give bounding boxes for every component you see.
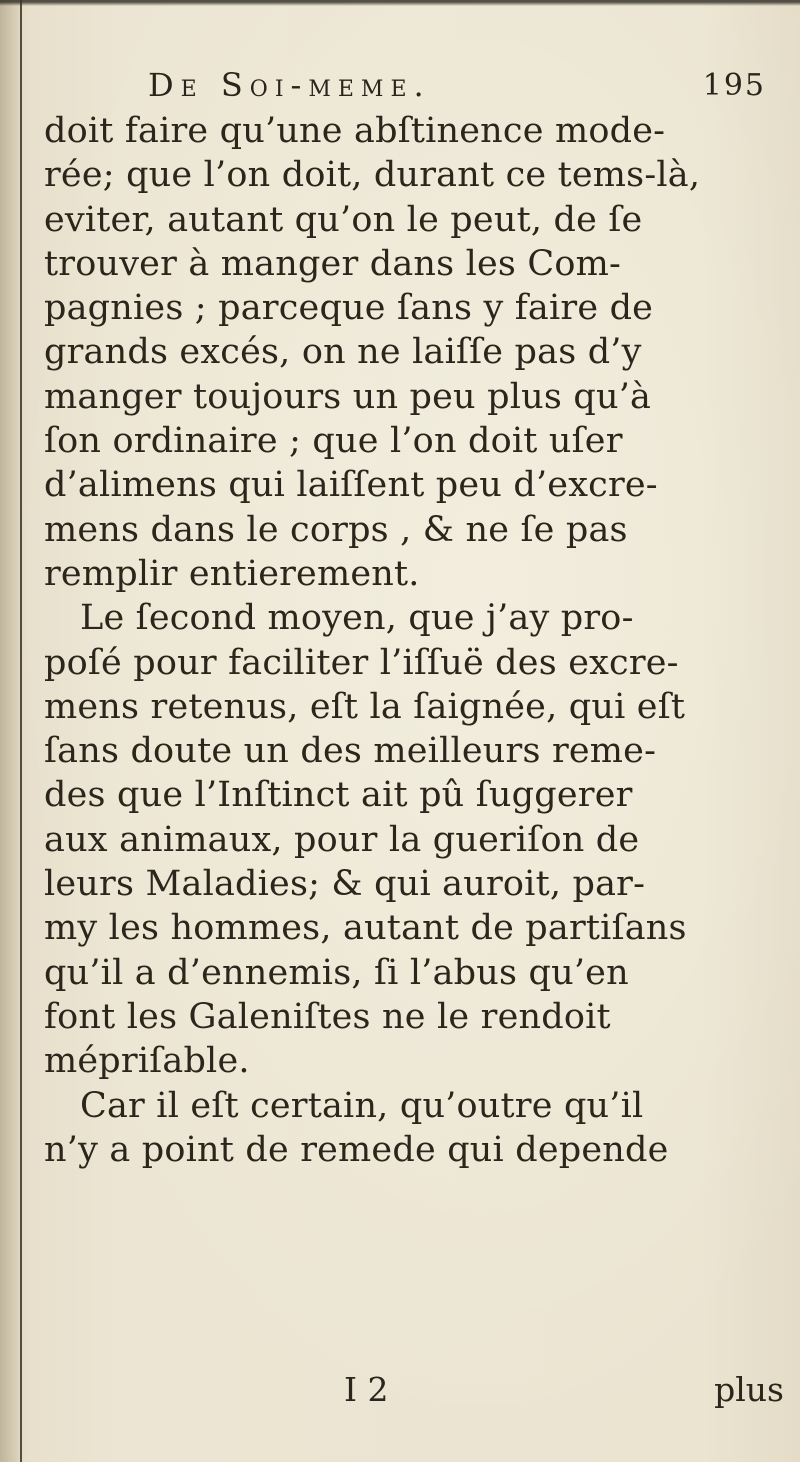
text-line: my les hommes, autant de partiſans (44, 908, 687, 949)
page-top-edge (0, 0, 800, 6)
catchword: plus (714, 1370, 784, 1409)
paragraph-start-line: Car il eſt certain, qu’outre qu’il (80, 1085, 644, 1126)
text-line: font les Galeniſtes ne le rendoit (44, 996, 611, 1037)
text-line: poſé pour faciliter l’iſſuë des excre- (44, 642, 679, 683)
text-line: trouver à manger dans les Com- (44, 243, 622, 284)
text-line: grands excés, on ne laiſſe pas d’y (44, 332, 642, 373)
text-line: qu’il a d’ennemis, ſi l’abus qu’en (44, 952, 629, 993)
text-line: leurs Maladies; & qui auroit, par- (44, 864, 646, 905)
text-line: eviter, autant qu’on le peut, de ſe (44, 199, 643, 240)
text-line: aux animaux, pour la gueriſon de (44, 819, 640, 860)
running-head: De Soi-meme. (148, 66, 431, 104)
text-line: d’alimens qui laiſſent peu d’excre- (44, 465, 658, 506)
text-line: mépriſable. (44, 1041, 250, 1082)
text-line: n’y a point de remede qui depende (44, 1129, 669, 1170)
text-line: manger toujours un peu plus qu’à (44, 376, 652, 417)
body-text (44, 109, 784, 1172)
text-line: doit faire qu’une abſtinence mode- (44, 111, 666, 151)
text-line: remplir entierement. (44, 553, 420, 594)
text-line: ſon ordinaire ; que l’on doit uſer (44, 421, 623, 462)
page-left-edge (20, 0, 22, 1462)
text-line: mens retenus, eſt la ſaignée, qui eſt (44, 686, 686, 727)
text-line: mens dans le corps , & ne ſe pas (44, 509, 628, 550)
text-line: rée; que l’on doit, durant ce tems-là, (44, 155, 701, 196)
text-line: des que l’Inſtinct ait pû ſuggerer (44, 775, 633, 816)
page-number: 195 (702, 68, 766, 103)
text-line: ſans doute un des meilleurs reme- (44, 731, 657, 772)
page-footer (44, 1370, 784, 1414)
text-line: pagnies ; parceque ſans y faire de (44, 288, 654, 329)
signature-mark: I 2 (344, 1370, 389, 1409)
page-binding-shadow (0, 0, 22, 1462)
paragraph-start-line: Le ſecond moyen, que j’ay pro- (80, 598, 634, 639)
